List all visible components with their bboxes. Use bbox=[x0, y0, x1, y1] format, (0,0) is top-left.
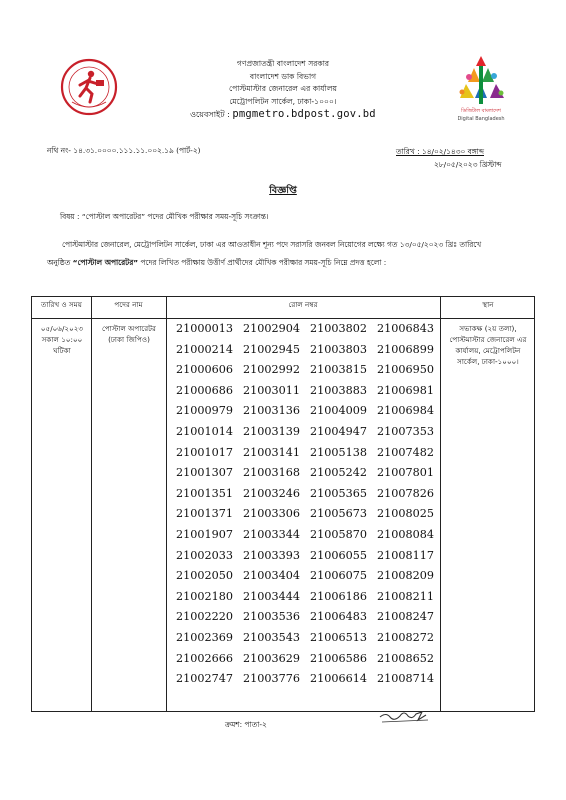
roll-number: 21004009 bbox=[310, 404, 367, 418]
roll-number: 21003444 bbox=[243, 589, 300, 603]
roll-number: 21003139 bbox=[243, 424, 300, 438]
roll-number: 21006899 bbox=[377, 342, 434, 356]
roll-number: 21000979 bbox=[176, 404, 233, 418]
roll-number: 21003815 bbox=[310, 363, 367, 377]
date-bangla: তারিখ : ১৪/০২/১৪৩০ বঙ্গাব্দ bbox=[396, 147, 484, 156]
memo-date bbox=[396, 146, 501, 171]
notice-title-text: বিজ্ঞপ্তি bbox=[269, 185, 297, 196]
roll-number: 21002747 bbox=[176, 672, 233, 686]
roll-number: 21002904 bbox=[243, 322, 300, 335]
roll-number-grid bbox=[176, 319, 438, 690]
roll-number: 21002666 bbox=[176, 651, 233, 665]
roll-row bbox=[176, 340, 438, 361]
post-name: পোস্টাল অপারেটর bbox=[101, 324, 157, 333]
roll-number: 21003404 bbox=[243, 569, 300, 583]
roll-number: 21001017 bbox=[176, 445, 233, 459]
roll-number: 21003136 bbox=[243, 404, 300, 418]
roll-number: 21008272 bbox=[377, 630, 434, 644]
venue-line-2: পোস্টমাস্টার জেনারেল এর bbox=[449, 335, 527, 344]
roll-number: 21003802 bbox=[310, 322, 367, 335]
bangladesh-post-logo bbox=[60, 58, 118, 116]
roll-number: 21006614 bbox=[310, 672, 367, 686]
header-venue: স্থান bbox=[482, 300, 494, 309]
roll-number: 21006981 bbox=[377, 383, 434, 397]
roll-row bbox=[176, 381, 438, 402]
notice-title bbox=[0, 184, 566, 199]
roll-number: 21005673 bbox=[310, 507, 367, 521]
roll-number: 21002945 bbox=[243, 342, 300, 356]
header-roll-number: রোল নম্বর bbox=[288, 300, 318, 309]
roll-number: 21005365 bbox=[310, 486, 367, 500]
header-line-4: মেট্রোপলিটন সার্কেল, ঢাকা-১০০০। bbox=[229, 96, 337, 106]
date-english: ২৮/০৫/২০২৩ খ্রিস্টাব্দ bbox=[434, 159, 502, 169]
roll-number: 21003306 bbox=[243, 507, 300, 521]
post-name-cell bbox=[94, 323, 164, 345]
website-label: ওয়েবসাইট : bbox=[190, 110, 230, 119]
roll-number: 21008247 bbox=[377, 610, 434, 624]
roll-number: 21007801 bbox=[377, 466, 434, 480]
column-divider bbox=[166, 297, 167, 711]
roll-number: 21003776 bbox=[243, 672, 300, 686]
roll-row bbox=[176, 607, 438, 628]
roll-row bbox=[176, 443, 438, 464]
header-post-name: পদের নাম bbox=[114, 300, 143, 309]
website-url: pmgmetro.bdpost.gov.bd bbox=[232, 108, 376, 120]
roll-number: 21007482 bbox=[377, 445, 434, 459]
roll-row bbox=[176, 669, 438, 690]
roll-number: 21002992 bbox=[243, 363, 300, 377]
roll-number: 21005138 bbox=[310, 445, 367, 459]
memo-number: নথি নং- ১৪.৩১.০০০০.১১১.১১.০০২.১৯ (পার্ট-২) bbox=[47, 146, 201, 155]
roll-number: 21001371 bbox=[176, 507, 233, 521]
roll-number: 21003543 bbox=[243, 630, 300, 644]
schedule-table bbox=[31, 296, 535, 712]
subject-line: বিষয় : “পোস্টাল অপারেটর” পদের মৌখিক পরীক্ষার সময়-সূচি সংক্রান্ত। bbox=[60, 212, 269, 221]
roll-number: 21005242 bbox=[310, 466, 367, 480]
roll-row bbox=[176, 360, 438, 381]
roll-number: 21001307 bbox=[176, 466, 233, 480]
roll-row bbox=[176, 566, 438, 587]
roll-row bbox=[176, 504, 438, 525]
roll-row bbox=[176, 401, 438, 422]
roll-number: 21008117 bbox=[377, 548, 434, 562]
body-line-1: পোস্টমাস্টার জেনারেল, মেট্রোপলিটন সার্কেল, ঢাকা এর আওতাধীন শূন্য পদে সরাসরি জনবল নিয়োগের লক্ষ্যে গত ১৩/০৫/২০২৩ খ্রিঃ তারিখে bbox=[62, 240, 482, 249]
roll-number: 21000214 bbox=[176, 342, 233, 356]
roll-number: 21001351 bbox=[176, 486, 233, 500]
roll-row bbox=[176, 422, 438, 443]
exam-date: ০৫/০৬/২০২৩ bbox=[40, 324, 84, 333]
roll-number: 21006586 bbox=[310, 651, 367, 665]
roll-row bbox=[176, 546, 438, 567]
exam-time: সকাল ১০:০০ bbox=[41, 335, 83, 344]
roll-number: 21002369 bbox=[176, 630, 233, 644]
roll-number: 21003393 bbox=[243, 548, 300, 562]
venue-line-3: কার্যালয়, মেট্রোপলিটন bbox=[455, 346, 521, 355]
roll-number: 21006075 bbox=[310, 569, 367, 583]
roll-number: 21007353 bbox=[377, 424, 434, 438]
roll-number: 21006843 bbox=[377, 322, 434, 335]
roll-number: 21001014 bbox=[176, 424, 233, 438]
roll-number: 21006186 bbox=[310, 589, 367, 603]
roll-number: 21002050 bbox=[176, 569, 233, 583]
roll-number: 21008652 bbox=[377, 651, 434, 665]
header-line-3: পোস্টমাস্টার জেনারেল এর কার্যালয় bbox=[229, 84, 337, 93]
header-line-2: বাংলাদেশ ডাক বিভাগ bbox=[249, 71, 317, 81]
notice-body bbox=[47, 236, 525, 272]
header-date-time: তারিখ ও সময় bbox=[40, 300, 83, 309]
roll-row bbox=[176, 319, 438, 340]
roll-number: 21000606 bbox=[176, 363, 233, 377]
signature-mark bbox=[378, 704, 430, 726]
roll-number: 21008211 bbox=[377, 589, 434, 603]
venue-cell bbox=[442, 323, 534, 367]
roll-number: 21003168 bbox=[243, 466, 300, 480]
letterhead bbox=[150, 58, 416, 121]
roll-row bbox=[176, 628, 438, 649]
roll-number: 21008209 bbox=[377, 569, 434, 583]
post-office: (ঢাকা জিপিও) bbox=[108, 335, 150, 344]
column-divider bbox=[91, 297, 92, 711]
roll-number: 21002180 bbox=[176, 589, 233, 603]
venue-line-4: সার্কেল, ঢাকা-১০০০। bbox=[457, 357, 519, 366]
roll-number: 21002220 bbox=[176, 610, 233, 624]
roll-row bbox=[176, 525, 438, 546]
digital-bangladesh-logo bbox=[446, 52, 516, 124]
date-time-cell bbox=[34, 323, 90, 356]
roll-number: 21003803 bbox=[310, 342, 367, 356]
roll-number: 21006513 bbox=[310, 630, 367, 644]
roll-row bbox=[176, 463, 438, 484]
exam-time-suffix: ঘটিকা bbox=[53, 346, 71, 355]
roll-number: 21006055 bbox=[310, 548, 367, 562]
digital-bangladesh-bn-text: ডিজিটাল বাংলাদেশ bbox=[461, 108, 501, 114]
page-continuation: ক্রমশ: পাতা-২ bbox=[225, 720, 267, 729]
body-post-name: “পোস্টাল অপারেটর” bbox=[72, 258, 139, 267]
roll-number: 21007826 bbox=[377, 486, 434, 500]
roll-row bbox=[176, 649, 438, 670]
column-divider bbox=[440, 297, 441, 711]
roll-number: 21004947 bbox=[310, 424, 367, 438]
roll-number: 21008084 bbox=[377, 527, 434, 541]
roll-number: 21000013 bbox=[176, 322, 233, 335]
roll-number: 21003629 bbox=[243, 651, 300, 665]
roll-number: 21001907 bbox=[176, 527, 233, 541]
roll-number: 21006950 bbox=[377, 363, 434, 377]
roll-number: 21003141 bbox=[243, 445, 300, 459]
body-line-2-pre: অনুষ্ঠিত bbox=[47, 258, 73, 267]
roll-number: 21003536 bbox=[243, 610, 300, 624]
roll-number: 21008714 bbox=[377, 672, 434, 686]
roll-number: 21003011 bbox=[243, 383, 300, 397]
roll-number: 21006483 bbox=[310, 610, 367, 624]
roll-number: 21002033 bbox=[176, 548, 233, 562]
body-line-2 bbox=[47, 254, 525, 272]
website-line bbox=[150, 108, 416, 121]
roll-number: 21008025 bbox=[377, 507, 434, 521]
roll-number: 21003246 bbox=[243, 486, 300, 500]
roll-number: 21000686 bbox=[176, 383, 233, 397]
roll-number: 21005870 bbox=[310, 527, 367, 541]
body-line-2-post: পদের লিখিত পরীক্ষায় উত্তীর্ণ প্রার্থীদের মৌখিক পরীক্ষার সময়-সূচি নিম্নে প্রদত্ত হলো : bbox=[138, 258, 387, 267]
header-line-1: গণপ্রজাতন্ত্রী বাংলাদেশ সরকার bbox=[236, 59, 330, 68]
venue-line-1: সভাকক্ষ (২য় তলা), bbox=[459, 324, 517, 333]
digital-bangladesh-en-text: Digital Bangladesh bbox=[457, 116, 505, 122]
roll-row bbox=[176, 484, 438, 505]
roll-number: 21006984 bbox=[377, 404, 434, 418]
roll-number: 21003883 bbox=[310, 383, 367, 397]
roll-row bbox=[176, 587, 438, 608]
roll-number: 21003344 bbox=[243, 527, 300, 541]
